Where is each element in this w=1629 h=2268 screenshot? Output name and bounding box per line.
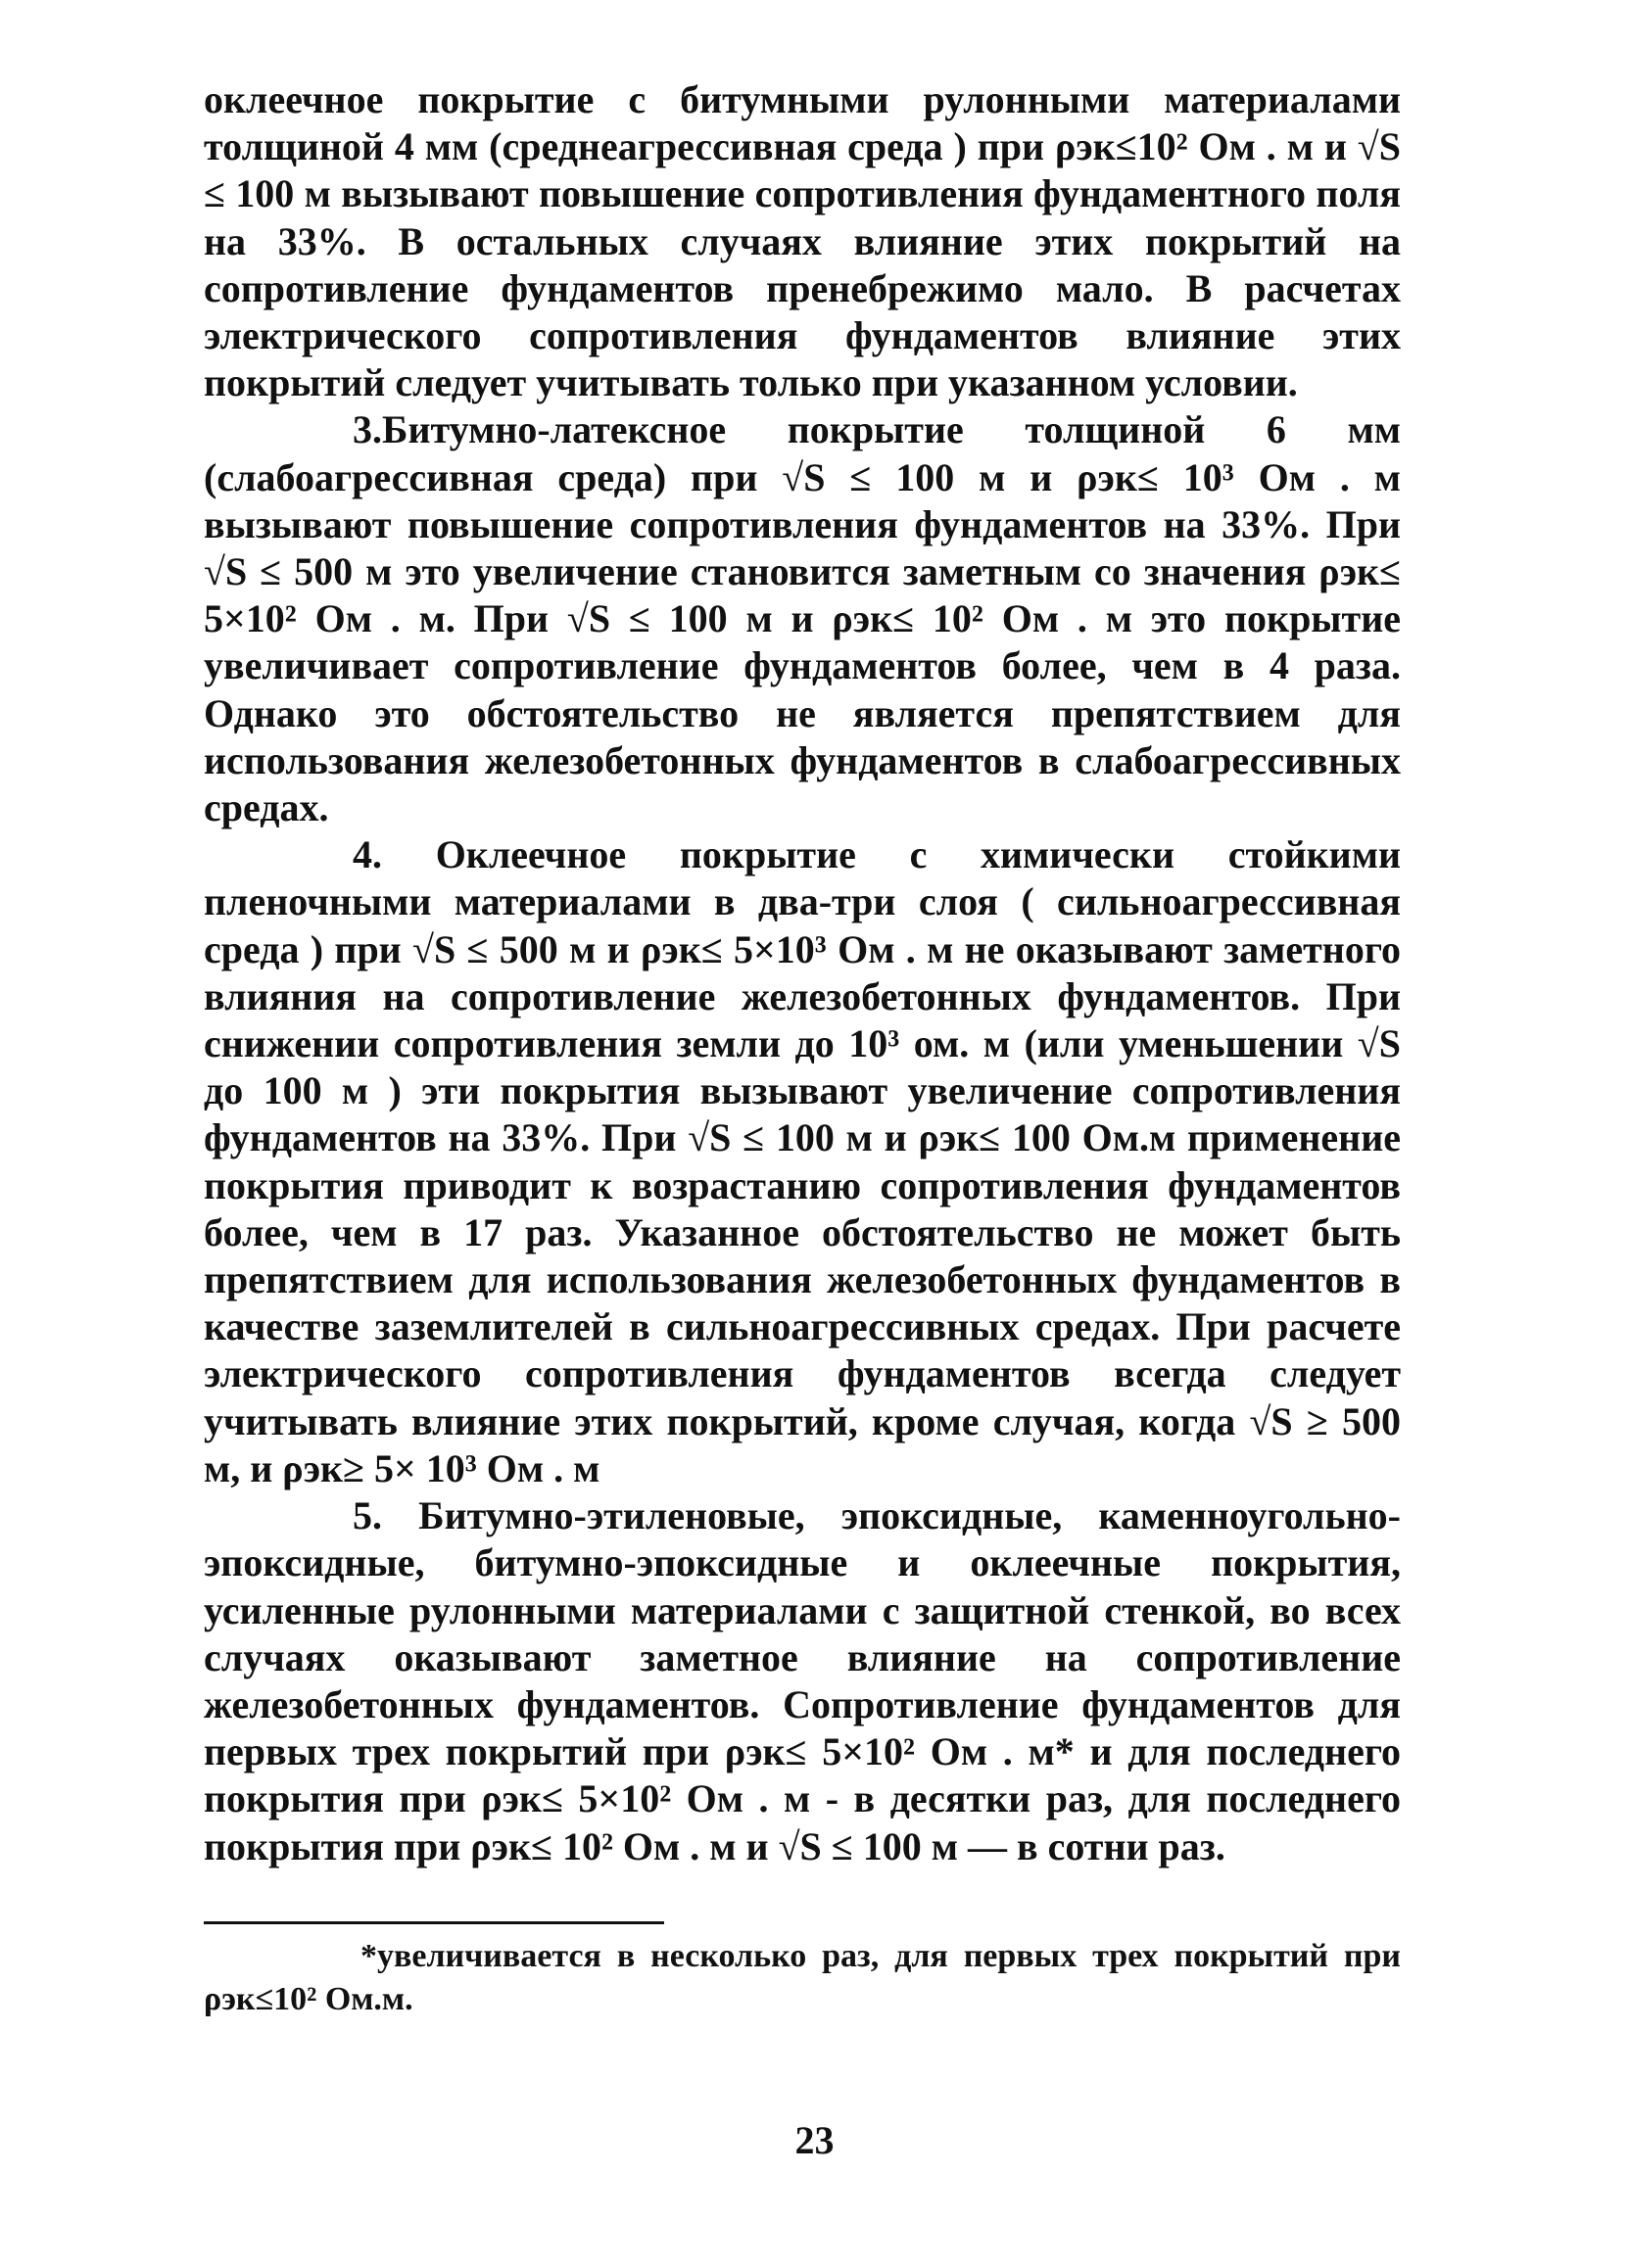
body-text [204, 76, 1401, 1870]
page-number: 23 [794, 2118, 835, 2162]
paragraph-item-3: 3.Битумно-латексное покрытие толщиной 6 мм (слабоагрессивная среда) при √S ≤ 100 м и ρэк≤ 10³ Ом . м вызывают повышение сопротивления фундаментов на 33%. При √S ≤ 500 м это увеличение становится заметным со значения ρэк≤ 5×10² Ом . м. При √S ≤ 100 м и ρэк≤ 10² Ом . м это покрытие увеличивает сопротивление фундаментов более, чем в 4 раза. Однако это обстоятельство не является препятствием для использования железобетонных фундаментов в слабоагрессивных средах. [204, 407, 1401, 830]
footnote-text: *увеличивается в несколько раз, для первых трех покрытий при ρэк≤10² Ом.м. [204, 1938, 1401, 2017]
footnote [204, 1935, 1401, 2021]
footnote-separator [204, 1921, 664, 1924]
paragraph-item-5: 5. Битумно-этиленовые, эпоксидные, каменноугольно-эпоксидные, битумно-эпоксидные и оклеечные покрытия, усиленные рулонными материалами с защитной стенкой, во всех случаях оказывают заметное влияние на сопротивление железобетонных фундаментов. Сопротивление фундаментов для первых трех покрытий при ρэк≤ 5×10² Ом . м* и для последнего покрытия при ρэк≤ 5×10² Ом . м - в десятки раз, для последнего покрытия при ρэк≤ 10² Ом . м и √S ≤ 100 м — в сотни раз. [204, 1493, 1401, 1868]
paragraph-item-4: 4. Оклеечное покрытие с химически стойкими пленочными материалами в два-три слоя ( сильноагрессивная среда ) при √S ≤ 500 м и ρэк≤ 5×10³ Ом . м не оказывают заметного влияния на сопротивление железобетонных фундаментов. При снижении сопротивления земли до 10³ ом. м (или уменьшении √S до 100 м ) эти покрытия вызывают увеличение сопротивления фундаментов на 33%. При √S ≤ 100 м и ρэк≤ 100 Ом.м применение покрытия приводит к возрастанию сопротивления фундаментов более, чем в 17 раз. Указанное обстоятельство не может быть препятствием для использования железобетонных фундаментов в качестве заземлителей в сильноагрессивных средах. При расчете электрического сопротивления фундаментов всегда следует учитывать влияние этих покрытий, кроме случая, когда √S ≥ 500 м, и ρэк≥ 5× 10³ Ом . м [204, 832, 1401, 1490]
paragraph-continuation: оклеечное покрытие с битумными рулонными материалами толщиной 4 мм (среднеагрессивная среда ) при ρэк≤10² Ом . м и √S ≤ 100 м вызывают повышение сопротивления фундаментного поля на 33%. В остальных случаях влияние этих покрытий на сопротивление фундаментов пренебрежимо мало. В расчетах электрического сопротивления фундаментов влияние этих покрытий следует учитывать только при указанном условии. [204, 77, 1401, 405]
